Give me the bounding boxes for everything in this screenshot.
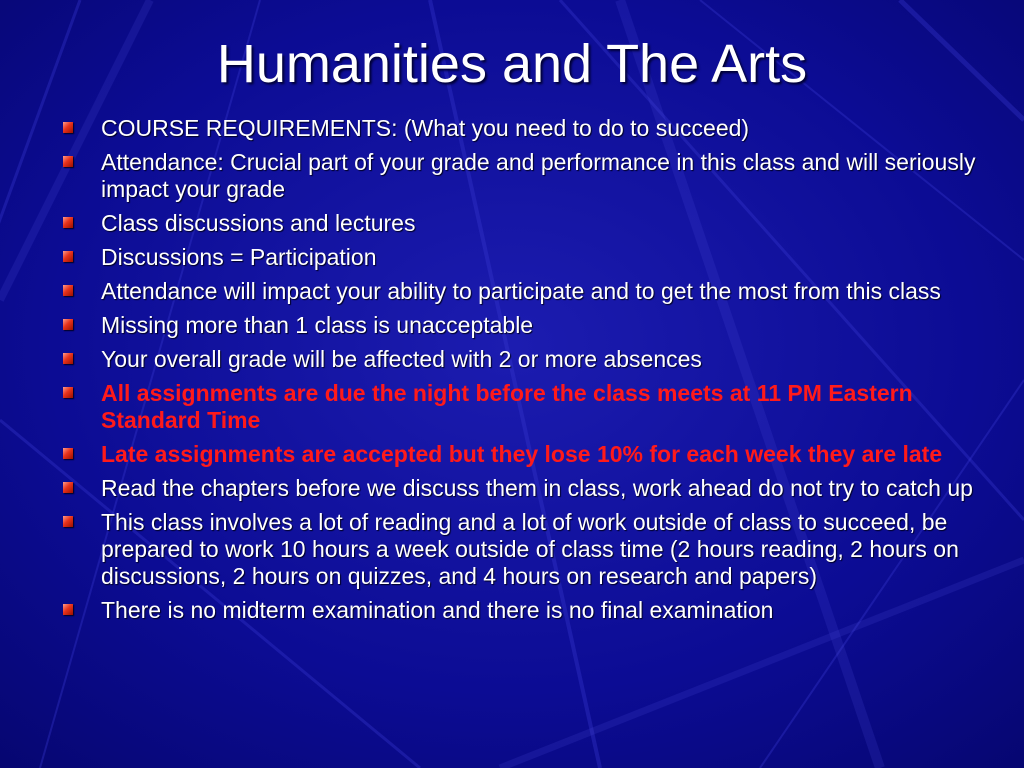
bullet-item — [0, 210, 1024, 237]
bullet-square-icon — [63, 156, 73, 167]
bullet-text: Read the chapters before we discuss them in class, work ahead do not try to catch up — [101, 475, 973, 501]
bullet-text: Attendance will impact your ability to participate and to get the most from this class — [101, 278, 941, 304]
bullet-square-icon — [63, 604, 73, 615]
slide-title: Humanities and The Arts — [216, 34, 808, 94]
bullet-square-icon — [63, 319, 73, 330]
bullet-square-icon — [63, 353, 73, 364]
bullet-item — [0, 149, 1024, 203]
bullet-item — [0, 509, 1024, 590]
bullet-item — [0, 244, 1024, 271]
bullet-text: COURSE REQUIREMENTS: (What you need to do to succeed) — [101, 115, 750, 141]
bullet-item — [0, 278, 1024, 305]
bullet-text: Attendance: Crucial part of your grade and performance in this class and will seriously impact your grade — [101, 149, 976, 202]
bullet-item — [0, 475, 1024, 502]
bullet-item — [0, 346, 1024, 373]
bullet-list — [0, 115, 1024, 631]
bullet-square-icon — [63, 285, 73, 296]
bullet-item-emphasis — [0, 441, 1024, 468]
bullet-text: There is no midterm examination and there is no final examination — [101, 597, 774, 623]
bullet-square-icon — [63, 122, 73, 133]
bullet-square-icon — [63, 387, 73, 398]
bullet-square-icon — [63, 217, 73, 228]
bullet-text: Discussions = Participation — [101, 244, 377, 270]
bullet-text: This class involves a lot of reading and a lot of work outside of class to succeed, be prepared to work 10 hours a week outside of class time (2 hours reading, 2 hours on discussions, 2 hours on quizzes, and 4 hours on research and papers) — [101, 509, 959, 589]
bullet-text: Missing more than 1 class is unacceptable — [101, 312, 534, 338]
bullet-text: Late assignments are accepted but they lose 10% for each week they are late — [101, 441, 943, 467]
bullet-text: Class discussions and lectures — [101, 210, 416, 236]
bullet-item — [0, 115, 1024, 142]
bullet-square-icon — [63, 251, 73, 262]
bullet-square-icon — [63, 448, 73, 459]
bullet-square-icon — [63, 482, 73, 493]
bullet-item-emphasis — [0, 380, 1024, 434]
bullet-text: Your overall grade will be affected with 2 or more absences — [101, 346, 702, 372]
bullet-square-icon — [63, 516, 73, 527]
bullet-item — [0, 312, 1024, 339]
bullet-item — [0, 597, 1024, 624]
bullet-text: All assignments are due the night before the class meets at 11 PM Eastern Standard Time — [101, 380, 913, 433]
